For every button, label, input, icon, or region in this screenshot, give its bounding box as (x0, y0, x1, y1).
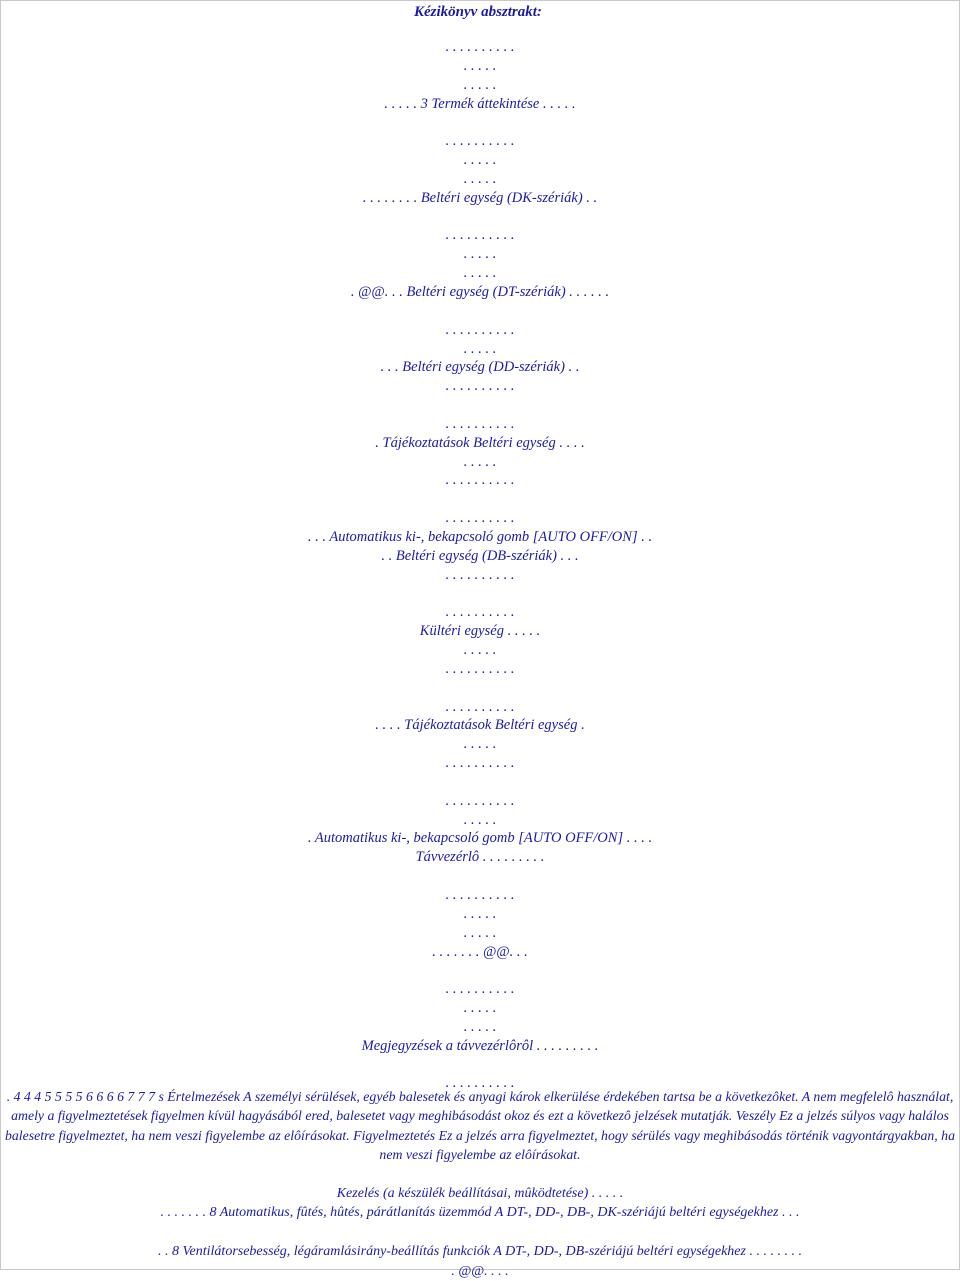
toc-line: . . . . . (463, 76, 497, 93)
toc-line: . . . . . (463, 170, 497, 187)
toc-line: . . . . . . . . . . (445, 886, 515, 903)
toc-line: . . . . . . . . . . (445, 415, 515, 432)
toc-line: . . . . Tájékoztatások Beltéri egység . (375, 717, 585, 734)
toc-line: . . . Beltéri egység (DD-szériák) . . (380, 359, 580, 376)
toc-line: . . Beltéri egység (DB-szériák) . . . (381, 547, 579, 564)
toc-line: . . . . . (463, 736, 497, 753)
body-paragraph: . 4 4 4 5 5 5 5 6 6 6 6 7 7 7 s Értelmezések A személyi sérülések, egyéb balesetek és anyagi károk elkerülése érdekében tartsa be a következôket. A nem megfelelô használat, amely a figyelmeztetések figyelmen kívül hagyásából ered, balesetet vagy meghibásodást okoz és ezt a következô jelzések mutatják. Veszély Ez a jelzés súlyos vagy halálos balesetre figyelmeztet, ha nem veszi figyelembe az elôírásokat. Figyelmeztetés Ez a jelzés arra figyelmeztet, hogy sérülés vagy meghibásodás történik vagyontárgyakban, ha nem veszi figyelembe az elôírásokat. (5, 1089, 955, 1163)
toc-line: . . . . . (463, 905, 497, 922)
toc-line (0, 584, 960, 603)
toc-line: . . . . . (463, 924, 497, 941)
toc-line: . . . . . . . . . . (445, 981, 515, 998)
toc-line (0, 113, 960, 132)
toc-line (0, 396, 960, 415)
toc-line (0, 302, 960, 321)
toc-line: . . . . . . . . . . (445, 472, 515, 489)
footer-line: . . . . . . . 8 Automatikus, fûtés, hûtés, párátlanítás üzemmód A DT-, DD-, DB-, DK-szériájú beltéri egységekhez . . . (160, 1205, 800, 1221)
toc-line (0, 208, 960, 227)
toc-line: . . . . . . . . . . (445, 604, 515, 621)
toc-line: . . . . . (463, 57, 497, 74)
toc-line: . . . . . . . . . . (445, 660, 515, 677)
toc-line: . . . . . . . . . . (445, 321, 515, 338)
toc-line (0, 867, 960, 886)
footer-line (0, 1223, 960, 1242)
toc-line: . . . . . (463, 152, 497, 169)
toc-line: . . . . . . . . . . (445, 133, 515, 150)
toc-line (0, 773, 960, 792)
toc-line: . . . . . . . . . . (445, 1075, 515, 1092)
footer-line: . @@. . . . (451, 1263, 509, 1279)
toc-line: Kültéri egység . . . . . (419, 623, 541, 640)
toc-line: Távvezérlô . . . . . . . . . (415, 849, 545, 866)
toc-line: . . . . . (463, 811, 497, 828)
toc-line: . Automatikus ki-, bekapcsoló gomb [AUTO OFF/ON] . . . . (307, 830, 653, 847)
toc-line: . . . . . . . . . . (445, 755, 515, 772)
toc-line: . . . . . (463, 265, 497, 282)
toc-line: . . . . . . . . . . (445, 698, 515, 715)
toc-line: . . . . . (463, 1000, 497, 1017)
toc-line: . . . . . 3 Termék áttekintése . . . . . (384, 95, 576, 112)
toc-line: . . . . . (463, 642, 497, 658)
toc-line: . . . . . (463, 1018, 497, 1035)
toc-line: . . . . . . . . Beltéri egység (DK-szériák) . . (362, 189, 598, 206)
toc-line: . . . . . (463, 453, 497, 470)
footer-lines (0, 1184, 960, 1281)
toc-line (0, 1056, 960, 1075)
page-heading: Kézikönyv absztrakt: (414, 4, 542, 20)
toc-line: . . . . . . . . . . (445, 792, 515, 809)
toc-line: . . . . . . . . . . (445, 39, 515, 55)
toc-line: . @@. . . Beltéri egység (DT-szériák) . . . . . . (350, 283, 610, 300)
footer-line: . . 8 Ventilátorsebesség, légáramlásirány-beállítás funkciók A DT-, DD-, DB-szériájú beltéri egységekhez . . . . . . . . (158, 1244, 802, 1260)
toc-line: . . . Automatikus ki-, bekapcsoló gomb [AUTO OFF/ON] . . (307, 528, 653, 545)
toc-line: Megjegyzések a távvezérlôrôl . . . . . . . . . (361, 1037, 599, 1054)
toc-line: . Tájékoztatások Beltéri egység . . . . (375, 434, 585, 451)
toc-line: . . . . . . . . . . (445, 227, 515, 244)
toc-line: . . . . . . . . . . (445, 566, 515, 583)
toc-line: . . . . . (463, 340, 497, 357)
toc-line: . . . . . . . . . . (445, 510, 515, 527)
toc-line (0, 961, 960, 980)
footer-line: Kezelés (a készülék beállításai, mûködtetése) . . . . . (336, 1186, 624, 1201)
toc-line (0, 490, 960, 509)
toc-line: . . . . . (463, 246, 497, 263)
toc-line: . . . . . . . @@. . . (432, 943, 528, 960)
toc-line: . . . . . . . . . . (445, 378, 515, 395)
toc-line (0, 679, 960, 698)
table-of-contents (0, 38, 960, 1093)
